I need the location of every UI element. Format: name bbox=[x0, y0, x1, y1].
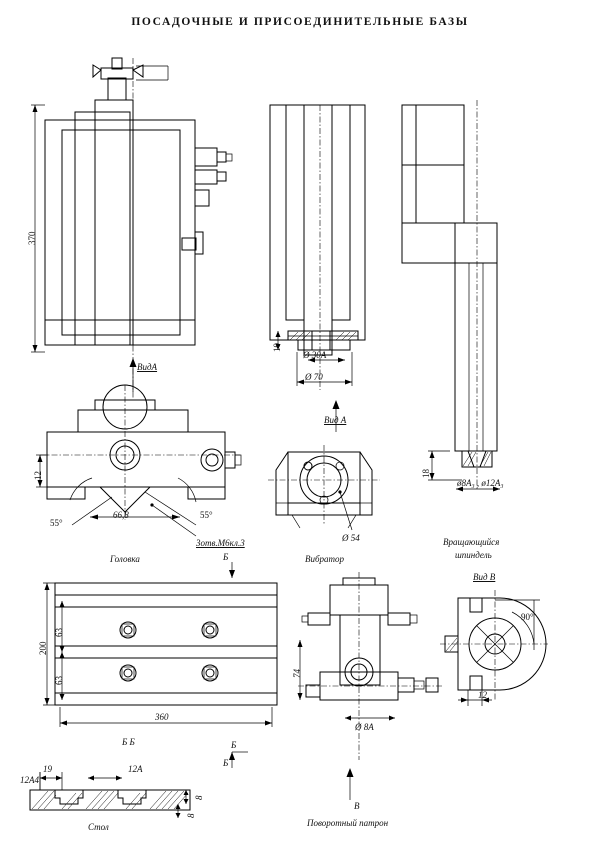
caption-spindle-line1: Вращающийся bbox=[443, 537, 500, 547]
section-mark-b-bottom: Б bbox=[223, 758, 229, 768]
caption-spindle-line2: шпиндель bbox=[455, 550, 492, 560]
dim-74: 74 bbox=[292, 669, 302, 678]
table-section-view bbox=[30, 772, 190, 818]
dim-63-top: 63 bbox=[54, 628, 64, 637]
dim-66-8: 66,8 bbox=[113, 510, 129, 520]
view-a-label-left: ВидА bbox=[137, 362, 158, 372]
thread-note-3otv-m6: 3отв.М6кл.3 bbox=[196, 538, 245, 548]
caption-rotary-chuck: Поворотный патрон bbox=[307, 818, 389, 828]
dim-12A4: 12А4 bbox=[20, 775, 39, 785]
section-label-bb: Б Б bbox=[122, 737, 135, 747]
caption-stol: Стол bbox=[88, 822, 109, 832]
rotating-spindle-view bbox=[402, 100, 500, 492]
view-b-label: Вид В bbox=[473, 572, 496, 582]
rotary-chuck-view bbox=[232, 572, 442, 800]
angle-90: 90° bbox=[521, 612, 534, 622]
dia-8A: Ø 8A bbox=[355, 722, 374, 732]
view-b-arrow-label: В bbox=[354, 801, 360, 811]
vibrator-side-view bbox=[270, 105, 365, 432]
caption-vibrator: Вибратор bbox=[305, 554, 345, 564]
page-title: ПОСАДОЧНЫЕ И ПРИСОЕДИНИТЕЛЬНЫЕ БАЗЫ bbox=[131, 16, 469, 28]
angle-55-left: 55° bbox=[50, 518, 63, 528]
dim-8-top: 8 bbox=[194, 795, 204, 800]
view-b-drawing bbox=[440, 590, 548, 706]
dia-8A3-12A3: ø8А₃ , ø12А₃ bbox=[457, 478, 504, 488]
section-mark-b-chuck: Б bbox=[231, 740, 237, 750]
dim-12A: 12А bbox=[128, 764, 143, 774]
caption-golovka: Головка bbox=[110, 554, 140, 564]
dim-200: 200 bbox=[38, 641, 48, 655]
vibrator-front-view bbox=[268, 445, 380, 530]
dim-12-view-b: 12 bbox=[478, 690, 487, 700]
section-mark-b-top: Б bbox=[223, 552, 229, 562]
dim-63-bottom: 63 bbox=[54, 676, 64, 685]
dim-18: 18 bbox=[421, 469, 431, 478]
angle-55-right: 55° bbox=[200, 510, 213, 520]
machine-main-view bbox=[31, 58, 232, 400]
dia-30A: Ø 30A bbox=[303, 350, 327, 360]
dim-360: 360 bbox=[155, 712, 169, 722]
table-plan-view bbox=[43, 562, 277, 768]
dim-19: 19 bbox=[43, 764, 52, 774]
view-a-label-mid: Вид А bbox=[324, 415, 347, 425]
dim-8-bottom: 8 bbox=[186, 813, 196, 818]
dim-12-head: 12 bbox=[33, 471, 43, 480]
dim-370: 370 bbox=[27, 231, 37, 245]
dim-10: 10 bbox=[272, 343, 282, 352]
dia-54: Ø 54 bbox=[342, 533, 360, 543]
dia-70: Ø 70 bbox=[305, 372, 323, 382]
